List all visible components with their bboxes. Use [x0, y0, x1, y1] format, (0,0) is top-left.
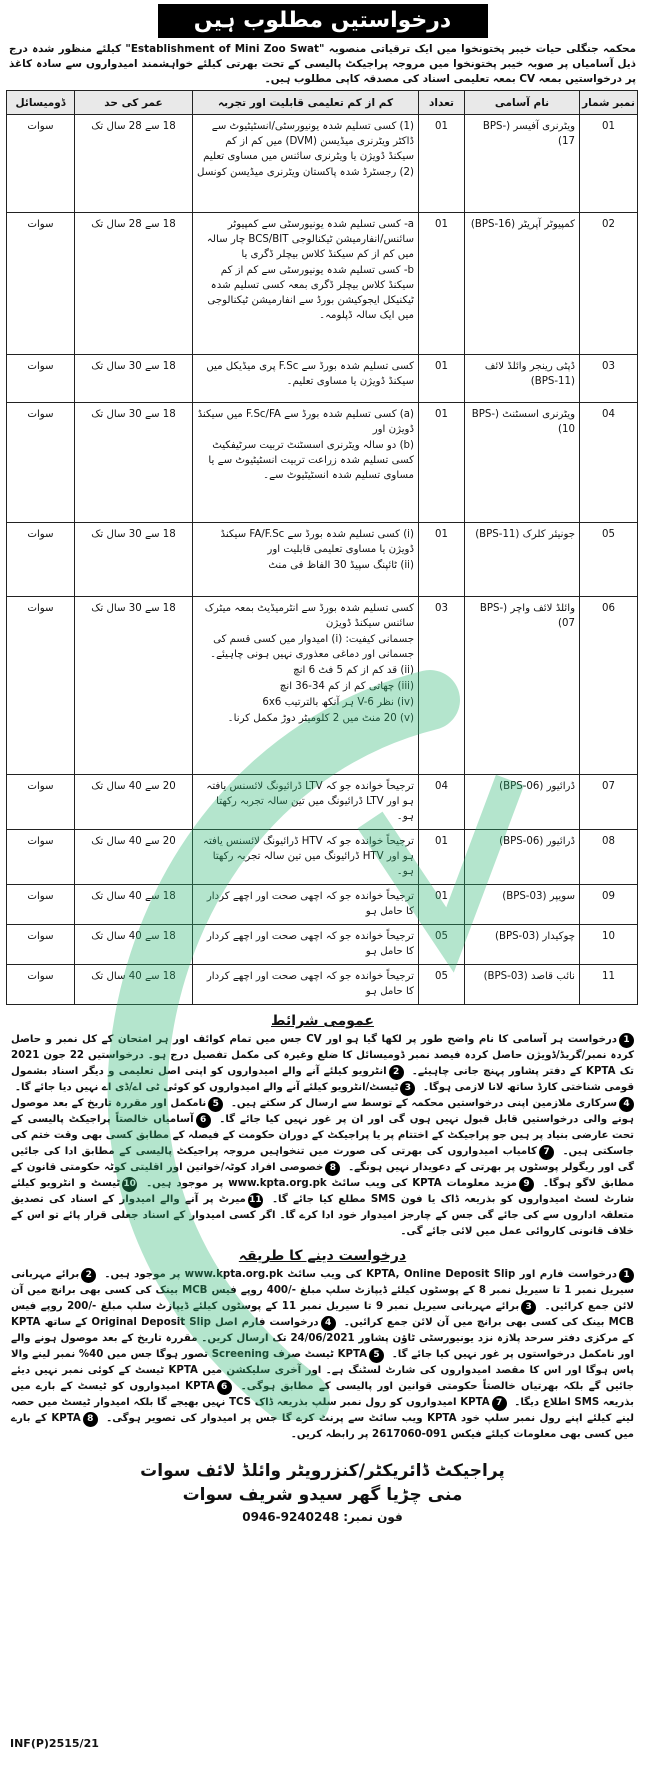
cell-qualification [193, 355, 419, 403]
cell-age: 18 سے 40 سال تک [75, 885, 193, 925]
cell-quantity: 04 [419, 775, 465, 830]
item-number: 4 [321, 1316, 336, 1331]
cell-serial: 05 [580, 523, 638, 597]
item-number: 2 [389, 1065, 404, 1080]
table-row [7, 597, 638, 775]
cell-age: 18 سے 30 سال تک [75, 403, 193, 523]
cell-quantity: 01 [419, 885, 465, 925]
item-text: KPTA امیدواروں کو ٹیسٹ کے بارے میں بذریعہ SMS اطلاع دیگا۔ [11, 1381, 634, 1408]
cell-quantity: 01 [419, 523, 465, 597]
cell-post: جونیئر کلرک (BPS-11) [465, 523, 580, 597]
item-number: 2 [81, 1268, 96, 1283]
cell-domicile: سوات [7, 523, 75, 597]
cell-age: 18 سے 28 سال تک [75, 115, 193, 213]
item-text: ٹیسٹ و انٹرویو کیلئے شارٹ لسٹ امیدواروں کو بذریعہ ڈاک یا فون SMS مطلع کیا جائے گا۔ [11, 1178, 635, 1205]
item-text: ٹیسٹ/انٹرویو کیلئے آنے والے امیدواروں کو کوئی ٹی اے/ڈی اے نہیں دیا جائے گا۔ [15, 1082, 399, 1093]
cell-post: کمپیوٹر آپریٹر (BPS-16) [465, 213, 580, 355]
item-text: مزید معلومات KPTA کی ویب سائٹ www.kpta.org.pk پر موجود ہیں۔ [146, 1178, 517, 1189]
table-row [7, 355, 638, 403]
vacancy-table [6, 90, 638, 1005]
cell-post: سویپر (BPS-03) [465, 885, 580, 925]
item-text: خصوصی افراد کوٹہ/خواتین اور اقلیتی کوٹہ حکومتی قانون کے مطابق لاگو ہوگا۔ [11, 1162, 635, 1189]
item-text: درخواست فارم اور KPTA, Online Deposit Slip کی ویب سائٹ www.kpta.org.pk پر موجود ہیں۔ [104, 1269, 617, 1280]
cell-serial: 08 [580, 830, 638, 885]
cell-post: ڈرائیور (BPS-06) [465, 775, 580, 830]
item-number: 5 [208, 1097, 223, 1112]
cell-domicile: سوات [7, 885, 75, 925]
cell-qualification [193, 115, 419, 213]
qual-line: ترجیحاً خواندہ جو کہ اچھی صحت اور اچھے کردار کا حامل ہو [206, 971, 414, 997]
cell-post: ڈرائیور (BPS-06) [465, 830, 580, 885]
signoff-address: منی چڑیا گھر سیدو شریف سوات [182, 1485, 463, 1505]
list-item [146, 1178, 534, 1189]
cell-quantity: 01 [419, 403, 465, 523]
header-serial: نمبر شمار [580, 91, 638, 115]
cell-domicile: سوات [7, 115, 75, 213]
table-row [7, 775, 638, 830]
qual-line: ترجیحاً خواندہ جو کہ HTV ڈرائیونگ لائسنس یافتہ ہو اور HTV ڈرائیونگ میں تین سالہ تجربہ رکھتا ہو۔ [202, 836, 414, 877]
header-post: نام آسامی [465, 91, 580, 115]
item-number: 5 [369, 1348, 384, 1363]
cell-domicile: سوات [7, 355, 75, 403]
cell-post: نائب قاصد (BPS-03) [465, 965, 580, 1005]
list-item [105, 1269, 634, 1280]
page-title: درخواستیں مطلوب ہیں [158, 4, 488, 38]
table-row [7, 965, 638, 1005]
signoff-block [7, 1459, 638, 1527]
cell-serial: 09 [580, 885, 638, 925]
cell-post: چوکیدار (BPS-03) [465, 925, 580, 965]
cell-quantity: 01 [419, 115, 465, 213]
cell-quantity: 01 [419, 355, 465, 403]
qual-line: (iv) نظر V-6 ہر آنکھ بالترتیب 6x6 [262, 697, 414, 708]
item-text: کامیاب امیدواروں کی بھرتی کی صورت میں تنخواہیں مروجہ پراجیکٹ پالیسی کے مطابق ادا کی جائیں گی اور ریگولر پوسٹوں پر بھرتی کے دعویدار نہیں ہونگے۔ [11, 1146, 634, 1173]
item-number: 8 [325, 1161, 340, 1176]
cell-qualification [193, 213, 419, 355]
intro-post: کیلئے منظور شدہ درج ذیل آسامیاں پر صوبہ خیبر پختونخوا میں مروجہ پراجیکٹ پالیسی کے تحت بھرتی کیلئے خواہشمند امیدواروں سے سادہ کاغذ پر درخواستیں بمعہ CV بمعہ تعلیمی اسناد کی مصدقہ کاپی مطلوب ہیں۔ [9, 43, 636, 85]
cell-age: 18 سے 40 سال تک [75, 925, 193, 965]
item-number: 3 [521, 1300, 536, 1315]
cell-qualification [193, 403, 419, 523]
item-number: 1 [619, 1268, 634, 1283]
how-to-apply-heading: درخواست دینے کا طریقہ [238, 1248, 407, 1264]
qual-line: a- کسی تسلیم شدہ یونیورسٹی سے کمپیوٹر سائنس/انفارمیشن ٹیکنالوجی BCS/BIT چار سالہ میں کم از کم سیکنڈ کلاس بیچلر ڈگری یا [206, 219, 414, 260]
general-terms-list [7, 1032, 638, 1240]
cell-age: 18 سے 28 سال تک [75, 213, 193, 355]
cell-age: 18 سے 30 سال تک [75, 597, 193, 775]
table-row [7, 830, 638, 885]
item-number: 11 [248, 1193, 263, 1208]
qual-line: (i) کسی تسلیم شدہ بورڈ سے FA/F.Sc سیکنڈ ڈویژن یا مساوی تعلیمی قابلیت اور [220, 529, 414, 555]
qual-line: ترجیحاً خواندہ جو کہ اچھی صحت اور اچھے کردار کا حامل ہو [206, 931, 414, 957]
cell-age: 18 سے 30 سال تک [75, 355, 193, 403]
cell-age: 18 سے 40 سال تک [75, 965, 193, 1005]
item-number: 8 [83, 1412, 98, 1427]
qual-line: جسمانی کیفیت: (i) امیدوار میں کسی قسم کی جسمانی اور دماغی معذوری نہیں ہونی چاہیئے۔ [210, 634, 414, 660]
item-number: 6 [196, 1113, 211, 1128]
item-text: برائے مہربانی سیریل نمبر 1 تا سیریل نمبر 8 کے پوسٹوں کیلئے ڈیپازٹ سلپ مبلغ -/400 روپے فیس MCB بینک کی کسی بھی برانچ میں آن لائن جمع کرائیں۔ [11, 1269, 635, 1312]
cell-post: ویٹرنری اسسٹنٹ (BPS-10) [465, 403, 580, 523]
phone-number: 0946-9240248 [242, 1510, 340, 1524]
cell-serial: 02 [580, 213, 638, 355]
qual-line: (2) رجسٹرڈ شدہ پاکستان ویٹرنری میڈیسن کونسل [197, 167, 414, 178]
table-header-row [7, 91, 638, 115]
intro-paragraph [7, 42, 638, 90]
signoff-title: پراجیکٹ ڈائریکٹر/کنزرویٹر وائلڈ لائف سوات [140, 1461, 505, 1481]
cell-qualification [193, 830, 419, 885]
qual-line: ترجیحاً خواندہ جو کہ LTV ڈرائیونگ لائسنس یافتہ ہو اور LTV ڈرائیونگ میں تین سالہ تجربہ رکھتا ہو۔ [206, 781, 414, 822]
qual-line: (v) 20 منٹ میں 2 کلومیٹر دوڑ مکمل کرنا۔ [227, 713, 414, 724]
cell-quantity: 03 [419, 597, 465, 775]
qual-line: (1) کسی تسلیم شدہ یونیورسٹی/انسٹیٹیوٹ سے ڈاکٹر ویٹرنری میڈیسن (DVM) میں کم از کم سیکنڈ ڈویژن یا ویٹرنری سائنس میں مساوی تعلیم [203, 121, 414, 162]
item-text: سرکاری ملازمین اپنی درخواستیں محکمہ کے توسط سے ارسال کر سکتے ہیں۔ [230, 1098, 618, 1109]
qual-line: ترجیحاً خواندہ جو کہ اچھی صحت اور اچھے کردار کا حامل ہو [206, 891, 414, 917]
list-item [231, 1098, 634, 1109]
item-text: نامکمل اور مقررہ تاریخ کے بعد موصول ہونے والی درخواستیں قابل قبول نہیں ہوں گی اور ان پر غور نہیں کیا جائے گا۔ [11, 1098, 635, 1125]
cell-qualification [193, 523, 419, 597]
qual-line: (a) کسی تسلیم شدہ بورڈ سے F.Sc/FA میں سیکنڈ ڈویژن اور [197, 409, 414, 435]
header-domicile: ڈومیسائل [7, 91, 75, 115]
table-row [7, 885, 638, 925]
table-row [7, 403, 638, 523]
cell-serial: 11 [580, 965, 638, 1005]
item-text: میرٹ پر آنے والے امیدوار کے اسناد کی تصدیق متعلقہ اداروں سے کی جائے گی جس کے چارجز امیدوار خود ادا کرے گا۔ اگر کسی امیدوار کے اسناد جعلی قرار پائے تو اس کے خلاف قانونی کاروائی عمل میں لائی جائے گی۔ [11, 1194, 634, 1237]
header-quantity: تعداد [419, 91, 465, 115]
intro-project-name: "Establishment of Mini Zoo Swat" [125, 43, 325, 55]
cell-domicile: سوات [7, 597, 75, 775]
qual-line: کسی تسلیم شدہ بورڈ سے انٹرمیڈیٹ بمعہ میٹرک سائنس سیکنڈ ڈویژن [204, 603, 414, 629]
qual-line: کسی تسلیم شدہ بورڈ سے F.Sc پری میڈیکل میں سیکنڈ ڈویژن یا مساوی تعلیم۔ [206, 361, 414, 387]
cell-domicile: سوات [7, 403, 75, 523]
cell-domicile: سوات [7, 830, 75, 885]
item-number: 6 [217, 1380, 232, 1395]
item-text: KPTA ٹیسٹ صرف Screening تصور ہوگا جس میں 40% نمبر لینے والا پاس ہوگا اور اس کا مقصد امیدواروں کی شارٹ لسٹنگ ہے۔ اور آخری سلیکشن میں KPTA ٹیسٹ کے کوئی نمبر نہیں دیئے جائیں گے بلکہ بھرتیاں خالصتاً حکومتی قوانین اور پالیسی کے مطابق ہوگی۔ [11, 1349, 635, 1392]
cell-domicile: سوات [7, 965, 75, 1005]
how-to-apply-list [7, 1267, 638, 1443]
item-number: 7 [492, 1396, 507, 1411]
item-text: درخواست ہر آسامی کا نام واضح طور پر لکھا گیا ہو اور CV جس میں تمام کوائف اور ہر امتحان کے کل نمبر و حاصل کردہ نمبر/گریڈ/ڈویژن حاصل کردہ فیصد نمبر ڈومیسائل کا ضلع وغیرہ کی مکمل تفصیل درج ہو۔ درخواستیں 22 جون 2021 تک KPTA کے دفتر پشاور پہنچ جانی چاہیئے۔ [11, 1034, 634, 1077]
header-qualification: کم از کم تعلیمی قابلیت اور تجربہ [193, 91, 419, 115]
cell-quantity: 01 [419, 830, 465, 885]
list-item [15, 1082, 415, 1093]
item-number: 1 [619, 1033, 634, 1048]
item-number: 4 [619, 1097, 634, 1112]
cell-age: 18 سے 30 سال تک [75, 523, 193, 597]
general-terms-heading: عمومی شرائط [271, 1013, 374, 1029]
cell-serial: 03 [580, 355, 638, 403]
item-number: 3 [400, 1081, 415, 1096]
cell-serial: 04 [580, 403, 638, 523]
cell-quantity: 05 [419, 925, 465, 965]
item-text: انٹرویو کیلئے آنے والے امیدواروں کو اپنی اصل تعلیمی و دیگر اسناد بشمول قومی شناختی کارڈ ساتھ لانا لازمی ہوگا۔ [11, 1066, 634, 1093]
item-text: KPTA امیدواروں کو رول نمبر سلپ بذریعہ ڈاک TCS نہیں بھیجے گا بلکہ امیدوار ٹیسٹ میں حصہ لینے کیلئے اپنے رول نمبر سلپ خود KPTA ویب سائٹ سے پرنٹ کرے گا جس پر امیدوار کی تصویر ہوگی۔ [11, 1397, 634, 1424]
cell-qualification [193, 597, 419, 775]
cell-serial: 06 [580, 597, 638, 775]
item-text: درخواست فارم اصل Original Deposit Slip کے ساتھ KPTA کے مرکزی دفتر سرحد پلازہ نزد یونیورسٹی ٹاؤن پشاور 24/06/2021 تک ارسال کریں۔ مقررہ تاریخ کے بعد موصول ہونے والے اور نامکمل درخواستوں پر غور نہیں کیا جائے گا۔ [11, 1317, 635, 1360]
cell-qualification [193, 775, 419, 830]
cell-post: ڈپٹی رینجر وائلڈ لائف (BPS-11) [465, 355, 580, 403]
reference-number: INF(P)2515/21 [10, 1737, 99, 1750]
signoff-phone: فون نمبر: 0946-9240248 [242, 1510, 403, 1524]
cell-quantity: 05 [419, 965, 465, 1005]
cell-quantity: 01 [419, 213, 465, 355]
phone-label: فون نمبر [348, 1510, 403, 1524]
table-row [7, 925, 638, 965]
cell-serial: 07 [580, 775, 638, 830]
cell-domicile: سوات [7, 925, 75, 965]
item-text: آسامیاں خالصتاً پراجیکٹ پالیسی کے تحت عارضی بنیاد پر ہیں جو پراجیکٹ کے اختتام پر یا پراجیکٹ کے دوران حکومت کے فیصلہ کے مطابق کسی بھی وقت ختم کی جاسکتی ہیں۔ [11, 1114, 635, 1157]
cell-qualification [193, 885, 419, 925]
item-number: 7 [539, 1145, 554, 1160]
item-number: 10 [122, 1177, 137, 1192]
cell-age: 20 سے 40 سال تک [75, 830, 193, 885]
table-row [7, 523, 638, 597]
header-age-limit: عمر کی حد [75, 91, 193, 115]
cell-domicile: سوات [7, 213, 75, 355]
cell-serial: 10 [580, 925, 638, 965]
cell-serial: 01 [580, 115, 638, 213]
item-number: 9 [519, 1177, 534, 1192]
cell-post: ویٹرنری آفیسر (BPS-17) [465, 115, 580, 213]
cell-qualification [193, 965, 419, 1005]
cell-post: وائلڈ لائف واچر (BPS-07) [465, 597, 580, 775]
item-text: KPTA کے بارے میں کسی بھی معلومات کیلئے فیکس 091-2617060 پر رابطہ کریں۔ [11, 1413, 634, 1440]
qual-line: (b) دو سالہ ویٹرنری اسسٹنٹ تربیت سرٹیفکیٹ کسی تسلیم شدہ زراعت تربیت انسٹیٹیوٹ سے یا مساوی تسلیم شدہ انسٹیٹیوٹ سے۔ [208, 440, 414, 481]
intro-pre: محکمہ جنگلی حیات خیبر پختونخوا میں ایک ترقیاتی منصوبہ [328, 43, 636, 55]
cell-qualification [193, 925, 419, 965]
qual-line: b- کسی تسلیم شدہ یونیورسٹی سے کم از کم سیکنڈ کلاس بیچلر ڈگری بمعہ کسی تسلیم شدہ ٹیکنیکل ایجوکیشن بورڈ سے انفارمیشن ٹیکنالوجی میں ایک سالہ ڈپلومہ۔ [207, 265, 414, 321]
table-row [7, 213, 638, 355]
cell-domicile: سوات [7, 775, 75, 830]
qual-line: (ii) قد کم از کم 5 فٹ 6 انچ [293, 665, 414, 676]
qual-line: (ii) ٹائپنگ سپیڈ 30 الفاظ فی منٹ [268, 560, 414, 571]
item-text: برائے مہربانی سیریل نمبر 9 تا سیریل نمبر 11 کے پوسٹوں کیلئے ڈیپازٹ سلپ مبلغ -/200 روپے فیس MCB بینک کی کسی بھی برانچ میں آن لائن جمع کرائیں۔ [11, 1301, 635, 1328]
qual-line: (iii) چھاتی کم از کم 34-36 انچ [279, 681, 414, 692]
cell-age: 20 سے 40 سال تک [75, 775, 193, 830]
table-row [7, 115, 638, 213]
